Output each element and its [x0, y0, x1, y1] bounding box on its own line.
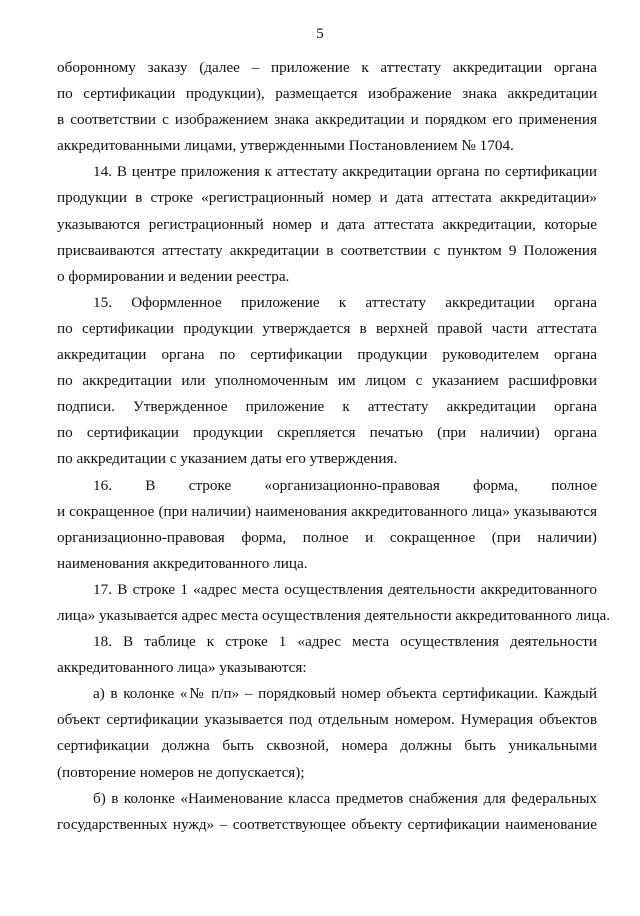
- subitem-b: [57, 786, 597, 838]
- text-line: 16. В строке «организационно-правовая форма, полное: [93, 476, 597, 494]
- paragraph-continuation: [57, 55, 597, 159]
- paragraph-16: [57, 473, 597, 577]
- text-line: 14. В центре приложения к аттестату аккредитации органа по сертификации: [93, 163, 597, 181]
- text-line: по сертификации продукции скрепляется печатью (при наличии) органа: [57, 424, 597, 442]
- text-line: по сертификации продукции), размещается изображение знака аккредитации: [57, 85, 597, 103]
- paragraph-18: [57, 629, 597, 681]
- text-line: 17. В строке 1 «адрес места осуществления деятельности аккредитованного: [93, 580, 597, 598]
- text-line: аккредитации органа по сертификации продукции руководителем органа: [57, 346, 597, 364]
- text-line: объект сертификации указывается под отдельным номером. Нумерация объектов: [57, 711, 597, 729]
- document-body: [57, 55, 611, 838]
- text-line: указываются регистрационный номер и дата аттестата аккредитации, которые: [57, 215, 597, 233]
- text-line: и сокращенное (при наличии) наименования аккредитованного лица» указываются: [57, 502, 597, 520]
- text-line: б) в колонке «Наименование класса предметов снабжения для федеральных: [93, 789, 597, 807]
- paragraph-17: [57, 577, 611, 629]
- text-line: а) в колонке «№ п/п» – порядковый номер объекта сертификации. Каждый: [93, 685, 597, 703]
- text-line: аккредитованного лица» указываются:: [57, 659, 307, 677]
- paragraph-14: [57, 159, 597, 289]
- text-line: оборонному заказу (далее – приложение к аттестату аккредитации органа: [57, 59, 597, 76]
- text-line: аккредитованными лицами, утвержденными Постановлением № 1704.: [57, 137, 514, 155]
- text-line: организационно-правовая форма, полное и сокращенное (при наличии): [57, 528, 597, 546]
- text-line: о формировании и ведении реестра.: [57, 267, 290, 285]
- text-line: (повторение номеров не допускается);: [57, 763, 305, 781]
- text-line: сертификации должна быть сквозной, номера должны быть уникальными: [57, 737, 597, 755]
- text-line: 18. В таблице к строке 1 «адрес места осуществления деятельности: [93, 633, 597, 651]
- text-line: присваиваются аттестату аккредитации в соответствии с пунктом 9 Положения: [57, 241, 597, 259]
- text-line: государственных нужд» – соответствующее объекту сертификации наименование: [57, 815, 597, 833]
- page-number: 5: [316, 26, 324, 42]
- text-line: наименования аккредитованного лица.: [57, 554, 308, 572]
- text-line: подписи. Утвержденное приложение к аттестату аккредитации органа: [57, 398, 597, 416]
- text-line: лица» указывается адрес места осуществления деятельности аккредитованного лица.: [57, 606, 611, 624]
- paragraph-15: [57, 290, 597, 473]
- text-line: 15. Оформленное приложение к аттестату аккредитации органа: [93, 293, 597, 311]
- text-line: по аккредитации с указанием даты его утверждения.: [57, 450, 398, 468]
- text-line: продукции в строке «регистрационный номер и дата аттестата аккредитации»: [57, 189, 597, 207]
- text-line: по аккредитации или уполномоченным им лицом с указанием расшифровки: [57, 372, 597, 390]
- text-line: в соответствии с изображением знака аккредитации и порядком его применения: [57, 111, 597, 129]
- subitem-a: [57, 681, 597, 785]
- text-line: по сертификации продукции утверждается в верхней правой части аттестата: [57, 319, 597, 337]
